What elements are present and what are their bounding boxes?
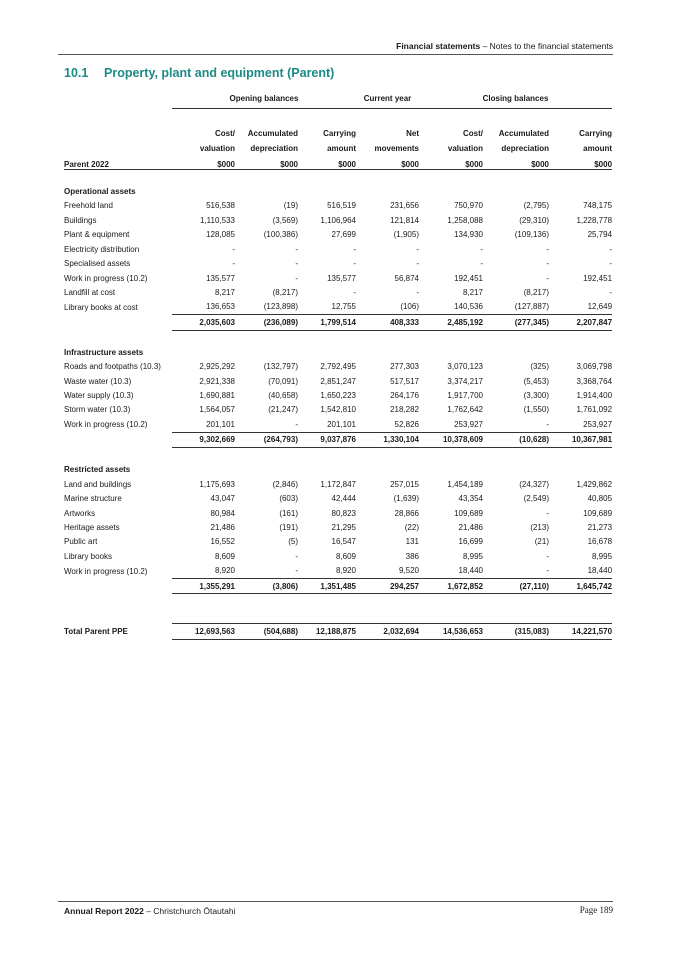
- table-cell: (106): [400, 302, 419, 312]
- table-cell: 135,577: [206, 273, 235, 283]
- row-label: Heritage assets: [64, 522, 120, 532]
- row-label: Specialised assets: [64, 259, 131, 269]
- unit-label: $000: [356, 153, 419, 170]
- table-cell: 80,984: [210, 508, 235, 518]
- table-cell: (603): [279, 494, 298, 504]
- table-cell: 16,547: [331, 537, 356, 547]
- table-cell: (132,797): [263, 362, 298, 372]
- table-cell: (1,550): [523, 405, 549, 415]
- table-cell: (29,310): [519, 215, 549, 225]
- running-header-rest: – Notes to the financial statements: [480, 41, 613, 51]
- unit-label: $000: [235, 153, 298, 170]
- table-cell: 218,282: [390, 405, 419, 415]
- table-cell: 1,761,092: [576, 405, 613, 415]
- category-row: [64, 463, 612, 477]
- table-cell: -: [353, 287, 356, 297]
- total-cell: 14,221,570: [549, 624, 612, 639]
- col-header-line1: Cost/: [215, 129, 235, 139]
- table-cell: -: [609, 244, 613, 254]
- row-label: Electricity distribution: [64, 244, 140, 254]
- category-title: Operational assets: [64, 186, 136, 196]
- col-header-line2: depreciation: [250, 143, 298, 153]
- table-cell: (22): [404, 522, 419, 532]
- table-cell: -: [353, 244, 356, 254]
- table-row: [64, 213, 612, 227]
- subtotal-cell: 1,351,485: [298, 579, 356, 594]
- table-cell: 16,699: [458, 537, 483, 547]
- table-cell: 136,653: [206, 302, 235, 312]
- table-cell: 135,577: [327, 273, 356, 283]
- subtotal-cell: (3,806): [235, 579, 298, 594]
- table-cell: 2,792,495: [320, 362, 356, 372]
- total-cell: 2,032,694: [356, 624, 419, 639]
- total-row: [64, 624, 612, 639]
- table-cell: 21,295: [331, 522, 356, 532]
- subtotal-cell: 9,037,876: [298, 432, 356, 447]
- table-cell: 16,552: [210, 537, 235, 547]
- table-cell: -: [353, 259, 356, 269]
- table-cell: (21): [534, 537, 549, 547]
- subtotal-cell: 10,378,609: [419, 432, 483, 447]
- table-cell: 56,874: [394, 273, 419, 283]
- table-cell: 1,429,862: [576, 479, 613, 489]
- table-row: [64, 417, 612, 432]
- table-cell: 21,273: [587, 522, 613, 532]
- subtotal-cell: (277,345): [483, 315, 549, 330]
- table-cell: -: [295, 566, 298, 576]
- table-row: [64, 271, 612, 285]
- row-label: Waste water (10.3): [64, 376, 132, 386]
- table-cell: 201,101: [206, 419, 235, 429]
- table-cell: 2,921,338: [199, 376, 235, 386]
- table-cell: 517,517: [390, 376, 419, 386]
- footer-rest: – Christchurch Ōtautahi: [143, 906, 236, 916]
- row-label: Library books: [64, 551, 113, 561]
- table-cell: (5,453): [523, 376, 549, 386]
- table-cell: 2,851,247: [320, 376, 356, 386]
- table-cell: 2,925,292: [199, 362, 235, 372]
- table-cell: 9,520: [398, 566, 419, 576]
- table-cell: -: [546, 551, 549, 561]
- table-row: [64, 535, 612, 549]
- subtotal-cell: 2,035,603: [172, 315, 235, 330]
- table-row: [64, 359, 612, 373]
- table-cell: -: [295, 551, 298, 561]
- table-cell: 516,538: [206, 201, 235, 211]
- table-cell: 277,303: [390, 362, 419, 372]
- subtotal-cell: (236,089): [235, 315, 298, 330]
- table-cell: 257,015: [390, 479, 419, 489]
- table-cell: 3,069,798: [576, 362, 613, 372]
- table-cell: 8,217: [462, 287, 483, 297]
- table-cell: 192,451: [454, 273, 483, 283]
- section-title-text: Property, plant and equipment (Parent): [104, 66, 335, 80]
- table-cell: 1,106,964: [320, 215, 356, 225]
- table-cell: 264,176: [390, 391, 419, 401]
- subtotal-row: [64, 432, 612, 447]
- column-header-row-2: [64, 138, 612, 152]
- table-cell: 1,914,400: [576, 391, 613, 401]
- table-cell: 8,920: [214, 566, 235, 576]
- subtotal-cell: (264,793): [235, 432, 298, 447]
- table-cell: -: [480, 259, 483, 269]
- table-cell: 28,866: [394, 508, 419, 518]
- section-title: [64, 66, 334, 80]
- running-header-bold: Financial statements: [396, 41, 481, 51]
- table-cell: 25,794: [587, 230, 613, 240]
- total-cell: 12,693,563: [172, 624, 235, 639]
- table-cell: 18,440: [587, 566, 613, 576]
- table-cell: -: [232, 259, 235, 269]
- table-cell: 134,930: [454, 230, 483, 240]
- table-row: [64, 506, 612, 520]
- table-cell: 109,689: [583, 508, 613, 518]
- table-cell: 1,454,189: [447, 479, 483, 489]
- table-cell: 1,564,057: [199, 405, 235, 415]
- table-cell: 43,047: [210, 494, 235, 504]
- row-label: Landfill at cost: [64, 287, 116, 297]
- table-cell: (2,795): [523, 201, 549, 211]
- table-cell: (109,136): [514, 230, 549, 240]
- row-label: Storm water (10.3): [64, 405, 131, 415]
- row-header-label: Parent 2022: [64, 153, 172, 170]
- table-row: [64, 300, 612, 315]
- table-cell: -: [295, 259, 298, 269]
- group-current-year: Current year: [356, 94, 419, 109]
- table-cell: (8,217): [272, 287, 298, 297]
- table-cell: (24,327): [519, 479, 549, 489]
- category-title: Infrastructure assets: [64, 347, 144, 357]
- units-row: [64, 153, 612, 170]
- table-cell: -: [295, 419, 298, 429]
- table-cell: 131: [405, 537, 419, 547]
- table-cell: 3,070,123: [447, 362, 483, 372]
- table-cell: 1,228,778: [576, 215, 613, 225]
- table-row: [64, 228, 612, 242]
- unit-label: $000: [172, 153, 235, 170]
- table-cell: 386: [405, 551, 419, 561]
- table-cell: (100,386): [263, 230, 298, 240]
- group-opening-balances: Opening balances: [172, 94, 356, 109]
- table-cell: 1,172,847: [320, 479, 356, 489]
- table-cell: 748,175: [583, 201, 613, 211]
- table-cell: -: [416, 287, 419, 297]
- table-cell: -: [480, 244, 483, 254]
- table-cell: -: [546, 244, 549, 254]
- col-header-line2: amount: [327, 143, 356, 153]
- table-row: [64, 520, 612, 534]
- table-cell: (19): [283, 201, 298, 211]
- group-closing-balances: Closing balances: [419, 94, 612, 109]
- table-cell: (213): [530, 522, 549, 532]
- table-cell: 12,755: [331, 302, 356, 312]
- row-label: Work in progress (10.2): [64, 566, 148, 576]
- table-cell: (123,898): [263, 302, 298, 312]
- table-cell: (191): [279, 522, 298, 532]
- table-cell: 27,699: [331, 230, 356, 240]
- subtotal-cell: 1,330,104: [356, 432, 419, 447]
- table-cell: 12,649: [587, 302, 613, 312]
- col-header-line1: Carrying: [579, 129, 613, 139]
- table-cell: (40,658): [268, 391, 298, 401]
- col-header-line1: Net: [406, 129, 419, 139]
- table-cell: 40,805: [587, 494, 613, 504]
- total-cell: 12,188,875: [298, 624, 356, 639]
- row-label: Work in progress (10.2): [64, 420, 148, 430]
- table-cell: 21,486: [210, 522, 235, 532]
- table-cell: 253,927: [454, 419, 483, 429]
- table-cell: -: [609, 287, 613, 297]
- total-label: Total Parent PPE: [64, 627, 128, 637]
- table-cell: 140,536: [454, 302, 483, 312]
- table-cell: 8,609: [335, 551, 356, 561]
- row-label: Artworks: [64, 508, 96, 518]
- table-row: [64, 549, 612, 563]
- column-header-row-1: [64, 124, 612, 138]
- row-label: Library books at cost: [64, 302, 138, 312]
- category-row: [64, 345, 612, 359]
- total-cell: 14,536,653: [419, 624, 483, 639]
- col-header-line1: Accumulated: [498, 129, 549, 139]
- subtotal-row: [64, 579, 612, 594]
- table-row: [64, 285, 612, 299]
- col-header-line2: depreciation: [501, 143, 549, 153]
- category-row: [64, 184, 612, 198]
- subtotal-cell: 9,302,669: [172, 432, 235, 447]
- col-header-line1: Cost/: [463, 129, 483, 139]
- row-label: Work in progress (10.2): [64, 273, 148, 283]
- table-cell: 1,650,223: [320, 391, 356, 401]
- table-cell: 8,217: [214, 287, 235, 297]
- table-cell: (5): [288, 537, 298, 547]
- subtotal-cell: 408,333: [356, 315, 419, 330]
- col-header-line2: valuation: [447, 143, 483, 153]
- table-cell: 1,762,642: [447, 405, 483, 415]
- table-row: [64, 242, 612, 256]
- col-header-line2: movements: [374, 143, 419, 153]
- table-cell: 1,917,700: [447, 391, 483, 401]
- table-cell: 43,354: [458, 494, 483, 504]
- table-cell: (325): [530, 362, 549, 372]
- subtotal-cell: 1,355,291: [172, 579, 235, 594]
- table-row: [64, 374, 612, 388]
- table-cell: 8,995: [592, 551, 613, 561]
- table-cell: 1,542,810: [320, 405, 356, 415]
- table-cell: 3,368,764: [576, 376, 613, 386]
- row-label: Buildings: [64, 215, 97, 225]
- table-cell: (2,846): [272, 479, 298, 489]
- table-row: [64, 256, 612, 270]
- footer-rule: [58, 901, 613, 902]
- table-cell: -: [295, 244, 298, 254]
- table-cell: 8,609: [214, 551, 235, 561]
- page-number: Page 189: [579, 905, 613, 915]
- table-cell: 52,826: [394, 419, 419, 429]
- table-cell: -: [416, 244, 419, 254]
- unit-label: $000: [419, 153, 483, 170]
- section-number: 10.1: [64, 66, 89, 80]
- table-cell: 80,823: [331, 508, 356, 518]
- table-cell: (1,905): [393, 230, 419, 240]
- table-cell: (161): [279, 508, 298, 518]
- footer-publication: [64, 906, 235, 916]
- table-cell: (2,549): [523, 494, 549, 504]
- table-cell: (3,569): [272, 215, 298, 225]
- table-cell: 231,656: [390, 201, 419, 211]
- row-label: Water supply (10.3): [64, 391, 134, 401]
- subtotal-row: [64, 315, 612, 330]
- table-cell: -: [609, 259, 613, 269]
- unit-label: $000: [549, 153, 612, 170]
- table-cell: (3,300): [523, 391, 549, 401]
- col-header-line2: valuation: [199, 143, 235, 153]
- total-cell: (504,688): [235, 624, 298, 639]
- table-cell: 192,451: [583, 273, 613, 283]
- table-cell: -: [295, 273, 298, 283]
- row-label: Public art: [64, 537, 98, 547]
- table-row: [64, 564, 612, 579]
- table-row: [64, 388, 612, 402]
- running-header: [396, 41, 613, 51]
- total-cell: (315,083): [483, 624, 549, 639]
- table-cell: (127,887): [514, 302, 549, 312]
- subtotal-cell: 1,799,514: [298, 315, 356, 330]
- subtotal-cell: 294,257: [356, 579, 419, 594]
- subtotal-cell: 1,672,852: [419, 579, 483, 594]
- table-cell: 1,258,088: [447, 215, 483, 225]
- table-cell: -: [546, 259, 549, 269]
- subtotal-cell: 2,485,192: [419, 315, 483, 330]
- col-header-line1: Accumulated: [247, 129, 298, 139]
- header-rule: [58, 54, 613, 55]
- table-cell: 109,689: [454, 508, 483, 518]
- ppe-table: [64, 94, 612, 640]
- table-cell: -: [546, 419, 549, 429]
- ppe-table-body: [64, 169, 612, 639]
- unit-label: $000: [298, 153, 356, 170]
- col-header-line1: Carrying: [323, 129, 356, 139]
- table-cell: 516,519: [327, 201, 356, 211]
- table-cell: (21,247): [268, 405, 298, 415]
- table-cell: 1,110,533: [200, 215, 235, 225]
- table-row: [64, 403, 612, 417]
- table-cell: -: [546, 508, 549, 518]
- subtotal-cell: 1,645,742: [549, 579, 612, 594]
- table-cell: 8,920: [335, 566, 356, 576]
- table-cell: -: [232, 244, 235, 254]
- table-cell: 253,927: [583, 419, 613, 429]
- unit-label: $000: [483, 153, 549, 170]
- row-label: Roads and footpaths (10.3): [64, 362, 161, 372]
- table-cell: 1,690,881: [199, 391, 235, 401]
- subtotal-cell: 10,367,981: [549, 432, 612, 447]
- table-cell: 21,486: [458, 522, 483, 532]
- table-row: [64, 477, 612, 491]
- table-row: [64, 199, 612, 213]
- table-cell: 18,440: [458, 566, 483, 576]
- row-label: Land and buildings: [64, 479, 132, 489]
- table-cell: 121,814: [390, 215, 419, 225]
- table-cell: (70,091): [268, 376, 298, 386]
- table-cell: (8,217): [523, 287, 549, 297]
- table-cell: 16,678: [587, 537, 613, 547]
- table-cell: (1,639): [393, 494, 419, 504]
- category-title: Restricted assets: [64, 465, 131, 475]
- table-cell: -: [546, 273, 549, 283]
- footer-bold: Annual Report 2022: [64, 906, 144, 916]
- table-cell: -: [416, 259, 419, 269]
- subtotal-cell: 2,207,847: [549, 315, 612, 330]
- table-cell: 750,970: [454, 201, 483, 211]
- subtotal-cell: (27,110): [483, 579, 549, 594]
- table-cell: -: [546, 566, 549, 576]
- subtotal-cell: (10,628): [483, 432, 549, 447]
- group-header-row: [64, 94, 612, 109]
- table-cell: 1,175,693: [199, 479, 235, 489]
- table-cell: 42,444: [331, 494, 356, 504]
- table-cell: 201,101: [327, 419, 356, 429]
- table-cell: 8,995: [462, 551, 483, 561]
- table-cell: 128,085: [206, 230, 235, 240]
- table-row: [64, 491, 612, 505]
- row-label: Marine structure: [64, 494, 122, 504]
- row-label: Freehold land: [64, 201, 113, 211]
- col-header-line2: amount: [583, 143, 613, 153]
- row-label: Plant & equipment: [64, 230, 130, 240]
- table-cell: 3,374,217: [447, 376, 483, 386]
